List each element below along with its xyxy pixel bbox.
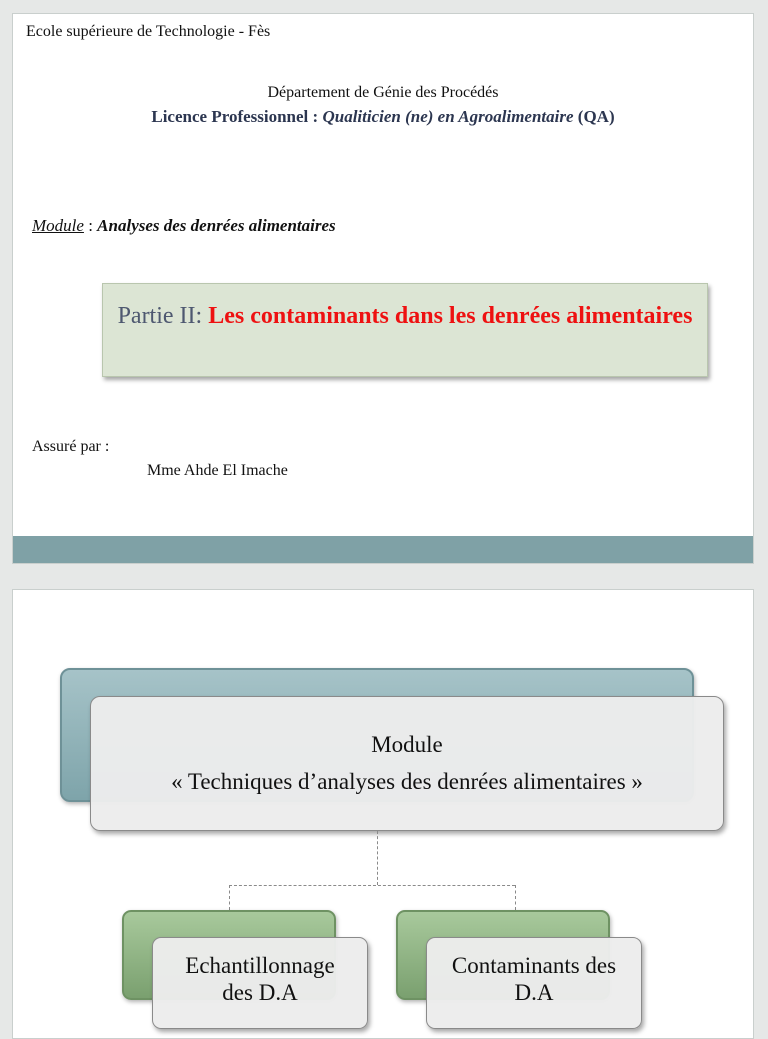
module-box-line1: Module: [371, 732, 443, 757]
module-separator: :: [83, 216, 98, 235]
department-name: Département de Génie des Procédés: [267, 84, 499, 101]
child-box-contaminants: [426, 937, 642, 1029]
assure-label: Assuré par :: [32, 438, 110, 455]
licence-label: Licence Professionnel: [151, 107, 309, 126]
licence-abbr: (QA): [573, 107, 615, 126]
module-word: Module: [32, 216, 84, 235]
licence-separator: :: [308, 107, 323, 126]
connector-vertical: [377, 831, 378, 885]
licence-line: [13, 107, 753, 127]
child-box-echantillonnage: [152, 937, 368, 1029]
connector-left: [229, 885, 230, 910]
slide-diagram: [12, 589, 754, 1039]
module-box: [90, 696, 724, 831]
connector-right: [515, 885, 516, 910]
module-line: [32, 216, 336, 236]
slide-title: [12, 13, 754, 564]
connector-horizontal: [229, 885, 515, 886]
school-name: Ecole supérieure de Technologie - Fès: [26, 23, 271, 40]
licence-specialty: Qualiticien (ne) en Agroalimentaire: [322, 107, 574, 126]
child-box-line1: Echantillonnage: [185, 953, 335, 978]
module-box-line2: « Techniques d’analyses des denrées alimentaires »: [171, 769, 643, 794]
partie-box: [102, 283, 708, 377]
child-box-line2: des D.A: [222, 980, 298, 1005]
teacher-name: Mme Ahde El Imache: [147, 462, 288, 479]
footer-bar: [13, 536, 753, 563]
child-box-line2: D.A: [514, 980, 554, 1005]
module-title: Analyses des denrées alimentaires: [97, 216, 336, 235]
partie-title: Les contaminants dans les denrées alimentaires: [208, 303, 693, 329]
child-box-line1: Contaminants des: [451, 953, 617, 978]
partie-label: Partie II:: [117, 303, 209, 329]
